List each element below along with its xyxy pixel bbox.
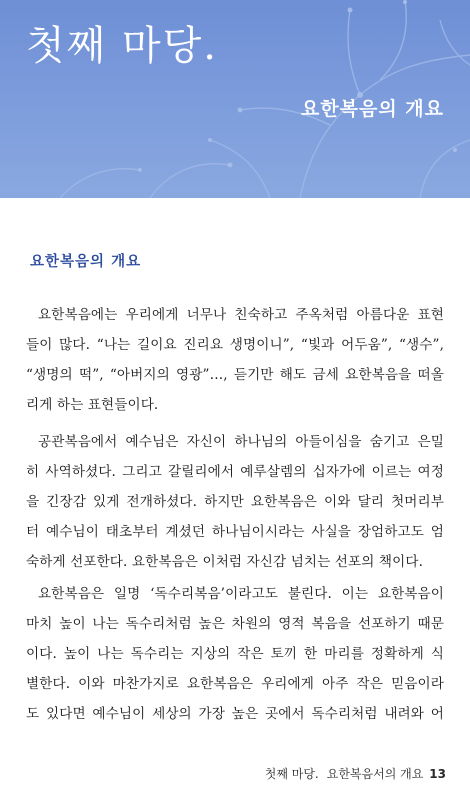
paragraph-line: 공관복음에서 예수님은 자신이 하나님의 아들이심을 숨기고 은밀	[38, 434, 444, 450]
chapter-subtitle: 요한복음의 개요	[300, 98, 444, 120]
paragraph-line: 들이 많다. “나는 길이요 진리요 생명이니”, “빛과 어두움”, “생수”,	[26, 337, 444, 353]
paragraph-line: “생명의 떡”, “아버지의 영광”…, 듣기만 해도 금세 요한복음을 떠올	[26, 367, 444, 383]
footer-chapter-label: 요한복음서의 개요	[326, 767, 424, 781]
paragraph-line: 이다. 높이 나는 독수리는 지상의 작은 토끼 한 마리를 정확하게 식	[26, 646, 444, 662]
paragraph-1	[26, 300, 444, 420]
paragraph-3	[26, 579, 444, 729]
paragraph-line: 도 있다면 예수님이 세상의 가장 높은 곳에서 독수리처럼 내려와 어	[26, 706, 444, 722]
page-number: 13	[429, 767, 446, 781]
chapter-title: 첫째 마당.	[26, 23, 218, 69]
paragraph-line: 히 사역하셨다. 그리고 갈릴리에서 예루살렘의 십자가에 이르는 여정	[26, 464, 444, 480]
paragraph-line: 을 긴장감 있게 전개하셨다. 하지만 요한복음은 이와 달리 첫머리부	[26, 494, 444, 510]
paragraph-line: 숙하게 선포한다. 요한복음은 이처럼 자신감 넘치는 선포의 책이다.	[26, 554, 424, 570]
paragraph-line: 별한다. 이와 마찬가지로 요한복음은 우리에게 아주 작은 믿음이라	[26, 676, 444, 692]
paragraph-line: 마치 높이 나는 독수리처럼 높은 차원의 영적 복음을 선포하기 때문	[26, 616, 444, 632]
section-heading: 요한복음의 개요	[30, 254, 142, 270]
footer-part-label: 첫째 마당.	[264, 767, 319, 781]
paragraph-line: 터 예수님이 태초부터 계셨던 하나님이시라는 사실을 장엄하고도 엄	[26, 524, 444, 540]
paragraph-line: 요한복음은 일명 ‘독수리복음’이라고도 불린다. 이는 요한복음이	[38, 586, 444, 602]
chapter-banner	[0, 0, 470, 198]
paragraph-line: 요한복음에는 우리에게 너무나 친숙하고 주옥처럼 아름다운 표현	[38, 307, 444, 323]
paragraph-2	[26, 427, 444, 577]
paragraph-line: 리게 하는 표현들이다.	[26, 397, 159, 413]
page-footer	[265, 765, 446, 782]
